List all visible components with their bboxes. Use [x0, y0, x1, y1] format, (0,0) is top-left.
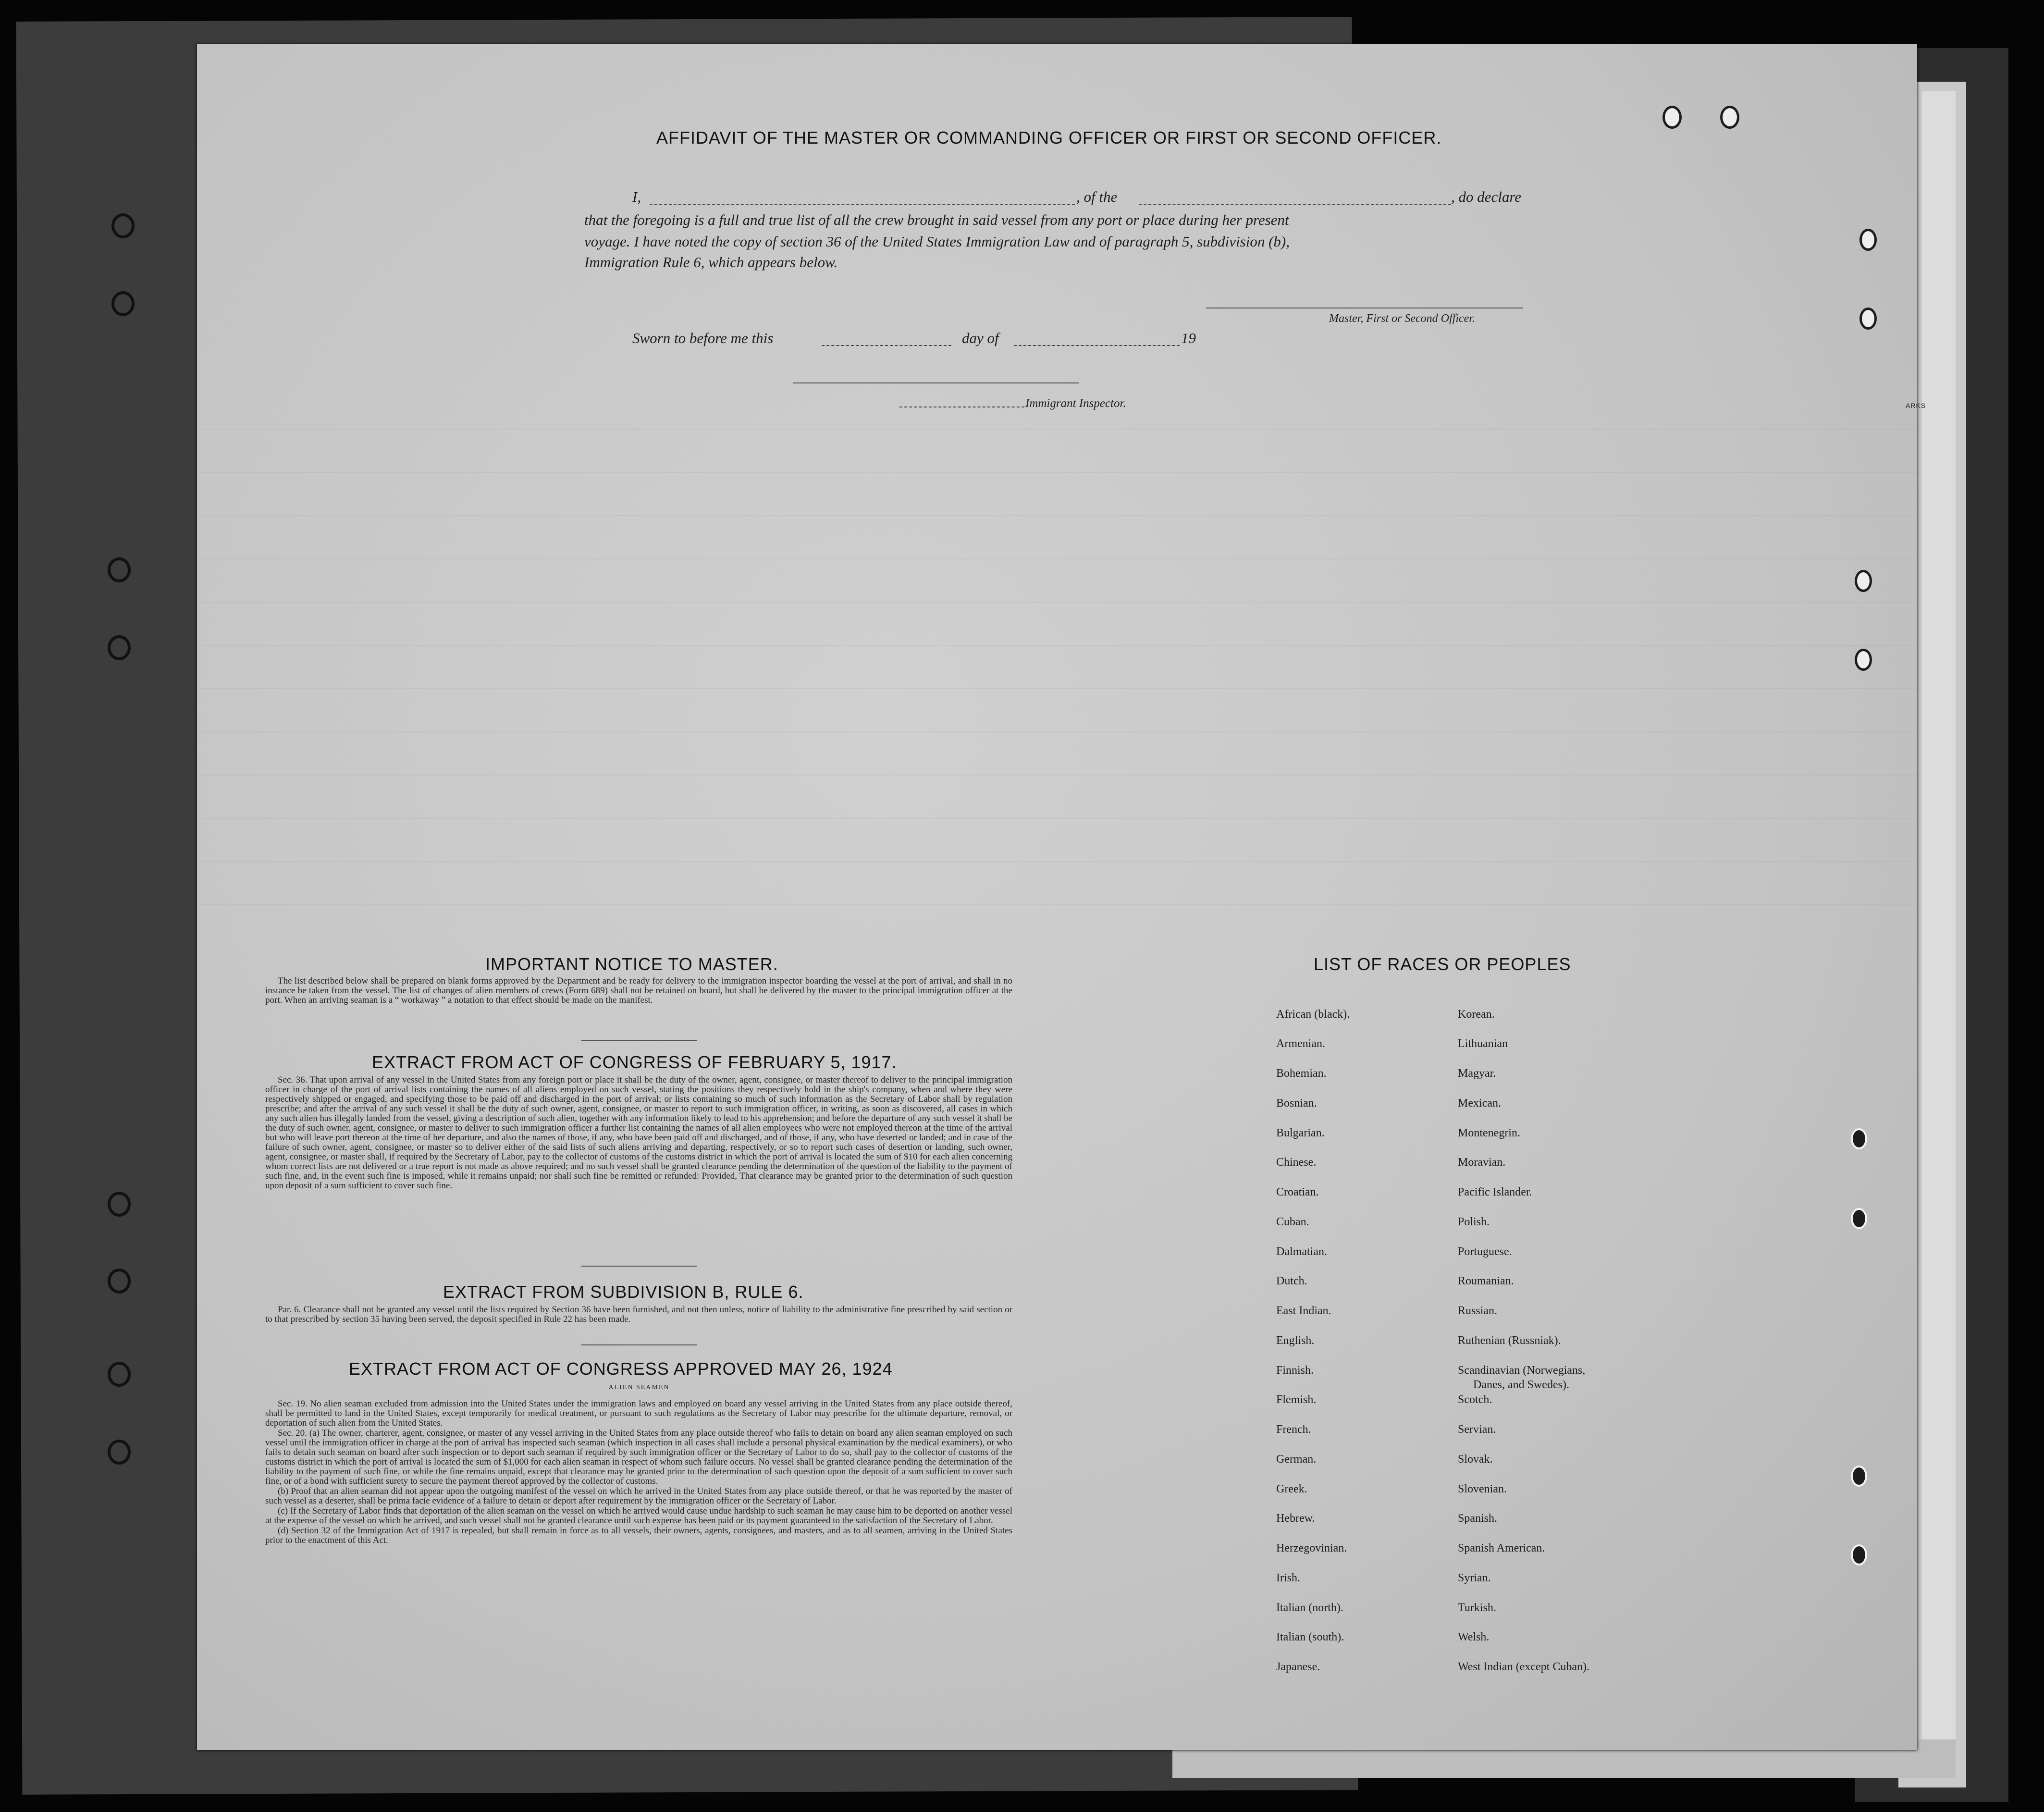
race-item: Bohemian.	[1276, 1067, 1327, 1080]
race-item: Mexican.	[1458, 1097, 1501, 1109]
race-item: African (black).	[1276, 1008, 1350, 1021]
race-item: Korean.	[1458, 1008, 1495, 1021]
sec-20d-paragraph: (d) Section 32 of the Immigration Act of 1917 is repealed, but shall remain in force as to all vessels, their owners, agents, consignees, and masters, and as to all seamen, arriving in the United States prior to the enactment of this Act.	[265, 1526, 1012, 1545]
extract-1924-title: EXTRACT FROM ACT OF CONGRESS APPROVED MAY 26, 1924	[349, 1359, 893, 1379]
extract-1924-text	[265, 1399, 1012, 1546]
left-hole-5	[108, 1192, 131, 1217]
page-hole-right-6	[1851, 1208, 1867, 1229]
extract-1917-divider	[581, 1266, 697, 1267]
race-item: Slovak.	[1458, 1453, 1493, 1466]
left-hole-2	[111, 291, 135, 316]
page-hole-right-4	[1855, 649, 1872, 671]
sec-20c-paragraph: (c) If the Secretary of Labor finds that deportation of the alien seaman on the vessel on which he arrived would cause undue hardship to such seaman he may cause him to be deported on another vessel at the expense of the vessel on which he arrived, and such vessel shall not be granted clearance until such expense has been paid or its payment guaranteed to the satisfaction of the Secretary of Labor.	[265, 1506, 1012, 1526]
race-item: Welsh.	[1458, 1631, 1490, 1643]
notice-title: IMPORTANT NOTICE TO MASTER.	[485, 954, 778, 974]
notice-divider	[581, 1040, 697, 1041]
race-item: Dalmatian.	[1276, 1245, 1327, 1258]
race-item: Greek.	[1276, 1483, 1307, 1495]
left-hole-6	[108, 1269, 131, 1294]
page-hole-right-2	[1859, 308, 1877, 330]
left-hole-1	[111, 213, 135, 238]
race-item: Syrian.	[1458, 1572, 1491, 1584]
extract-1924-subtitle: ALIEN SEAMEN	[608, 1384, 670, 1391]
race-item: Servian.	[1458, 1423, 1496, 1436]
name-blank	[650, 204, 1075, 205]
race-item: Spanish American.	[1458, 1542, 1545, 1554]
race-item: Finnish.	[1276, 1364, 1314, 1377]
left-hole-8	[108, 1440, 131, 1465]
affidavit-i: I,	[632, 188, 641, 205]
sworn-day-blank	[822, 345, 951, 346]
extract-rule6-paragraph: Par. 6. Clearance shall not be granted any vessel until the lists required by Section 36 have been furnished, and not then unless, notice of liability to the administrative fine prescribed by said section or to that prescribed by section 35 having been served, the deposit specified in Rule 22 has been made.	[265, 1305, 1012, 1324]
page-hole-top-2	[1720, 106, 1739, 129]
race-item: Ruthenian (Russniak).	[1458, 1334, 1561, 1347]
affidavit-line-3: voyage. I have noted the copy of section 36 of the United States Immigration Law and of paragraph 5, subdivision (b),	[584, 233, 1290, 250]
inspector-signature-line	[793, 382, 1079, 383]
race-item: Croatian.	[1276, 1186, 1319, 1198]
right-edge-text: ARKS	[1906, 402, 1926, 409]
race-item: Scandinavian (Norwegians,	[1458, 1364, 1586, 1377]
extract-1917-paragraph: Sec. 36. That upon arrival of any vessel in the United States from any foreign port or place it shall be the duty of the owner, agent, consignee, or master thereof to deliver to the principal immigration officer in charge of the port of arrival lists containing the names of all aliens employed on such vessel, stating the positions they respectively hold in the ship's company, when and where they were respectively shipped or engaged, and specifying those to be paid off and discharged in the port of arrival; or lists containing so much of such information as the Secretary of Labor shall by regulation prescribe; and after the arrival of any such vessel it shall be the duty of such owner, agent, consignee, or master to report to such immigration officer, in writing, as soon as discovered, all cases in which any such alien has illegally landed from the vessel, giving a description of such alien, together with any information likely to lead to his apprehension; and before the departure of any such vessel it shall be the duty of such owner, agent, consignee, or master to deliver to such immigration officer a further list containing the names of all alien employees who were not employed thereon at the time of the arrival but who will leave port thereon at the time of her departure, and also the names of those, if any, who have been paid off and discharged, and of those, if any, who have deserted or landed; and in case of the failure of such owner, agent, consignee, or master so to deliver either of the said lists of such aliens arriving and departing, respectively, or so to report such cases of desertion or landing, such owner, agent, consignee, or master shall, if required by the Secretary of Labor, pay to the collector of customs of the customs district in which the port of arrival is located the sum of $10 for each alien concerning whom correct lists are not delivered or a true report is not made as above required; and no such vessel shall be granted clearance pending the determination of the question of the liability to the payment of such fine, and, in the event such fine is imposed, while it remains unpaid; nor shall such fine be remitted or refunded: Provided, That clearance may be granted prior to the determination of such question upon deposit of a sum sufficient to cover such fine.	[265, 1075, 1012, 1191]
race-item: Montenegrin.	[1458, 1127, 1520, 1139]
race-item: English.	[1276, 1334, 1315, 1347]
extract-rule6-title: EXTRACT FROM SUBDIVISION B, RULE 6.	[443, 1282, 804, 1302]
sworn-month-blank	[1014, 345, 1180, 346]
sec-20b-paragraph: (b) Proof that an alien seaman did not appear upon the outgoing manifest of the vessel on which he arrived in the United States from any place outside thereof, or that he was reported by the master of such vessel as a deserter, shall be prima facie evidence of a failure to detain or deport after requirement by the immigration officer or the Secretary of Labor.	[265, 1486, 1012, 1506]
notice-paragraph: The list described below shall be prepared on blank forms approved by the Department and be ready for delivery to the immigration inspector boarding the vessel at the port of arrival, and shall in no instance be taken from the vessel. The list of changes of alien members of crews (Form 689) shall not be retained on board, but shall be delivered by the master to the principal immigration officer at the port. When an arriving seaman is a “ workaway ” a notation to that effect should be made on the manifest.	[265, 976, 1012, 1005]
sworn-text: Sworn to before me this	[632, 330, 774, 346]
race-item: Pacific Islander.	[1458, 1186, 1532, 1198]
page-hole-right-5	[1851, 1128, 1867, 1149]
race-item: Irish.	[1276, 1572, 1300, 1584]
race-item: Spanish.	[1458, 1512, 1498, 1525]
race-item: Armenian.	[1276, 1037, 1325, 1050]
races-title: LIST OF RACES OR PEOPLES	[1314, 954, 1571, 974]
page-hole-right-7	[1851, 1466, 1867, 1487]
sec-19-paragraph: Sec. 19. No alien seaman excluded from admission into the United States under the immigration laws and employed on board any vessel arriving in the United States from any place outside thereof, shall be permitted to land in the United States, except temporarily for medical treatment, or pursuant to such regulations as the Secretary of Labor may prescribe for the ultimate departure, removal, or deportation of such alien from the United States.	[265, 1399, 1012, 1428]
page-hole-top-1	[1662, 106, 1682, 129]
race-item: German.	[1276, 1453, 1317, 1466]
race-item: Scotch.	[1458, 1393, 1492, 1406]
sec-20a-paragraph: Sec. 20. (a) The owner, charterer, agent, consignee, or master of any vessel arriving in the United States from any place outside thereof who fails to detain on board any alien seaman employed on such vessel until the immigration officer in charge at the port of arrival has inspected such seaman (which inspection in all cases shall include a personal physical examination by the medical examiners), or who fails to detain such seaman on board after such inspection or to deport such seaman if required by such immigration officer or the Secretary of Labor to do so, shall pay to the collector of customs of the customs district in which the port of arrival is located the sum of $1,000 for each alien seaman in respect of whom such failure occurs. No vessel shall be granted clearance pending the determination of the liability to the payment of such fine, or while the fine remains unpaid, except that clearance may be granted prior to the determination of such question upon the deposit of a sum sufficient to cover such fine, or of a bond with sufficient surety to secure the payment thereof approved by the collector of customs.	[265, 1428, 1012, 1486]
left-hole-4	[108, 635, 131, 660]
inspector-label: Immigrant Inspector.	[1025, 397, 1126, 410]
race-item: French.	[1276, 1423, 1311, 1436]
page-hole-right-3	[1855, 570, 1872, 592]
race-item: Lithuanian	[1458, 1037, 1508, 1050]
race-item: Bosnian.	[1276, 1097, 1317, 1109]
race-item-continuation: Danes, and Swedes).	[1473, 1379, 1569, 1391]
left-hole-7	[108, 1362, 131, 1387]
page-hole-right-1	[1859, 229, 1877, 251]
race-item: Italian (north).	[1276, 1602, 1343, 1614]
race-item: West Indian (except Cuban).	[1458, 1661, 1589, 1673]
extract-rule6-divider	[581, 1344, 697, 1345]
extract-1917-title: EXTRACT FROM ACT OF CONGRESS OF FEBRUARY 5, 1917.	[372, 1052, 897, 1072]
master-label: Master, First or Second Officer.	[1329, 312, 1475, 325]
affidavit-do-declare: , do declare	[1451, 188, 1522, 205]
race-item: Turkish.	[1458, 1602, 1496, 1614]
race-item: Japanese.	[1276, 1661, 1320, 1673]
race-item: Flemish.	[1276, 1393, 1317, 1406]
underlying-page-edge	[1922, 91, 1956, 1773]
race-item: Roumanian.	[1458, 1275, 1514, 1287]
page-hole-right-8	[1851, 1544, 1867, 1565]
race-item: Hebrew.	[1276, 1512, 1315, 1525]
race-item: Russian.	[1458, 1305, 1498, 1317]
left-hole-3	[108, 557, 131, 582]
extract-1917-text	[265, 1075, 1012, 1191]
race-item: Magyar.	[1458, 1067, 1496, 1080]
race-item: Cuban.	[1276, 1216, 1309, 1228]
affidavit-line-4: Immigration Rule 6, which appears below.	[584, 254, 838, 271]
race-item: Bulgarian.	[1276, 1127, 1325, 1139]
notice-text	[265, 976, 1012, 1006]
year-text: 19	[1181, 330, 1196, 346]
race-item: Slovenian.	[1458, 1483, 1507, 1495]
affidavit-title: AFFIDAVIT OF THE MASTER OR COMMANDING OFFICER OR FIRST OR SECOND OFFICER.	[656, 128, 1442, 148]
affidavit-of-the: , of the	[1076, 188, 1118, 205]
race-item: East Indian.	[1276, 1305, 1331, 1317]
race-item: Dutch.	[1276, 1275, 1307, 1287]
race-item: Herzegovinian.	[1276, 1542, 1347, 1554]
race-item: Italian (south).	[1276, 1631, 1344, 1643]
race-item: Polish.	[1458, 1216, 1490, 1228]
race-item: Portuguese.	[1458, 1245, 1512, 1258]
race-item: Chinese.	[1276, 1156, 1317, 1169]
vessel-blank	[1139, 204, 1451, 205]
extract-rule6-text	[265, 1305, 1012, 1325]
affidavit-line-2: that the foregoing is a full and true list of all the crew brought in said vessel from any port or place during her present	[584, 211, 1289, 228]
race-item: Moravian.	[1458, 1156, 1506, 1169]
day-of-text: day of	[962, 330, 999, 346]
